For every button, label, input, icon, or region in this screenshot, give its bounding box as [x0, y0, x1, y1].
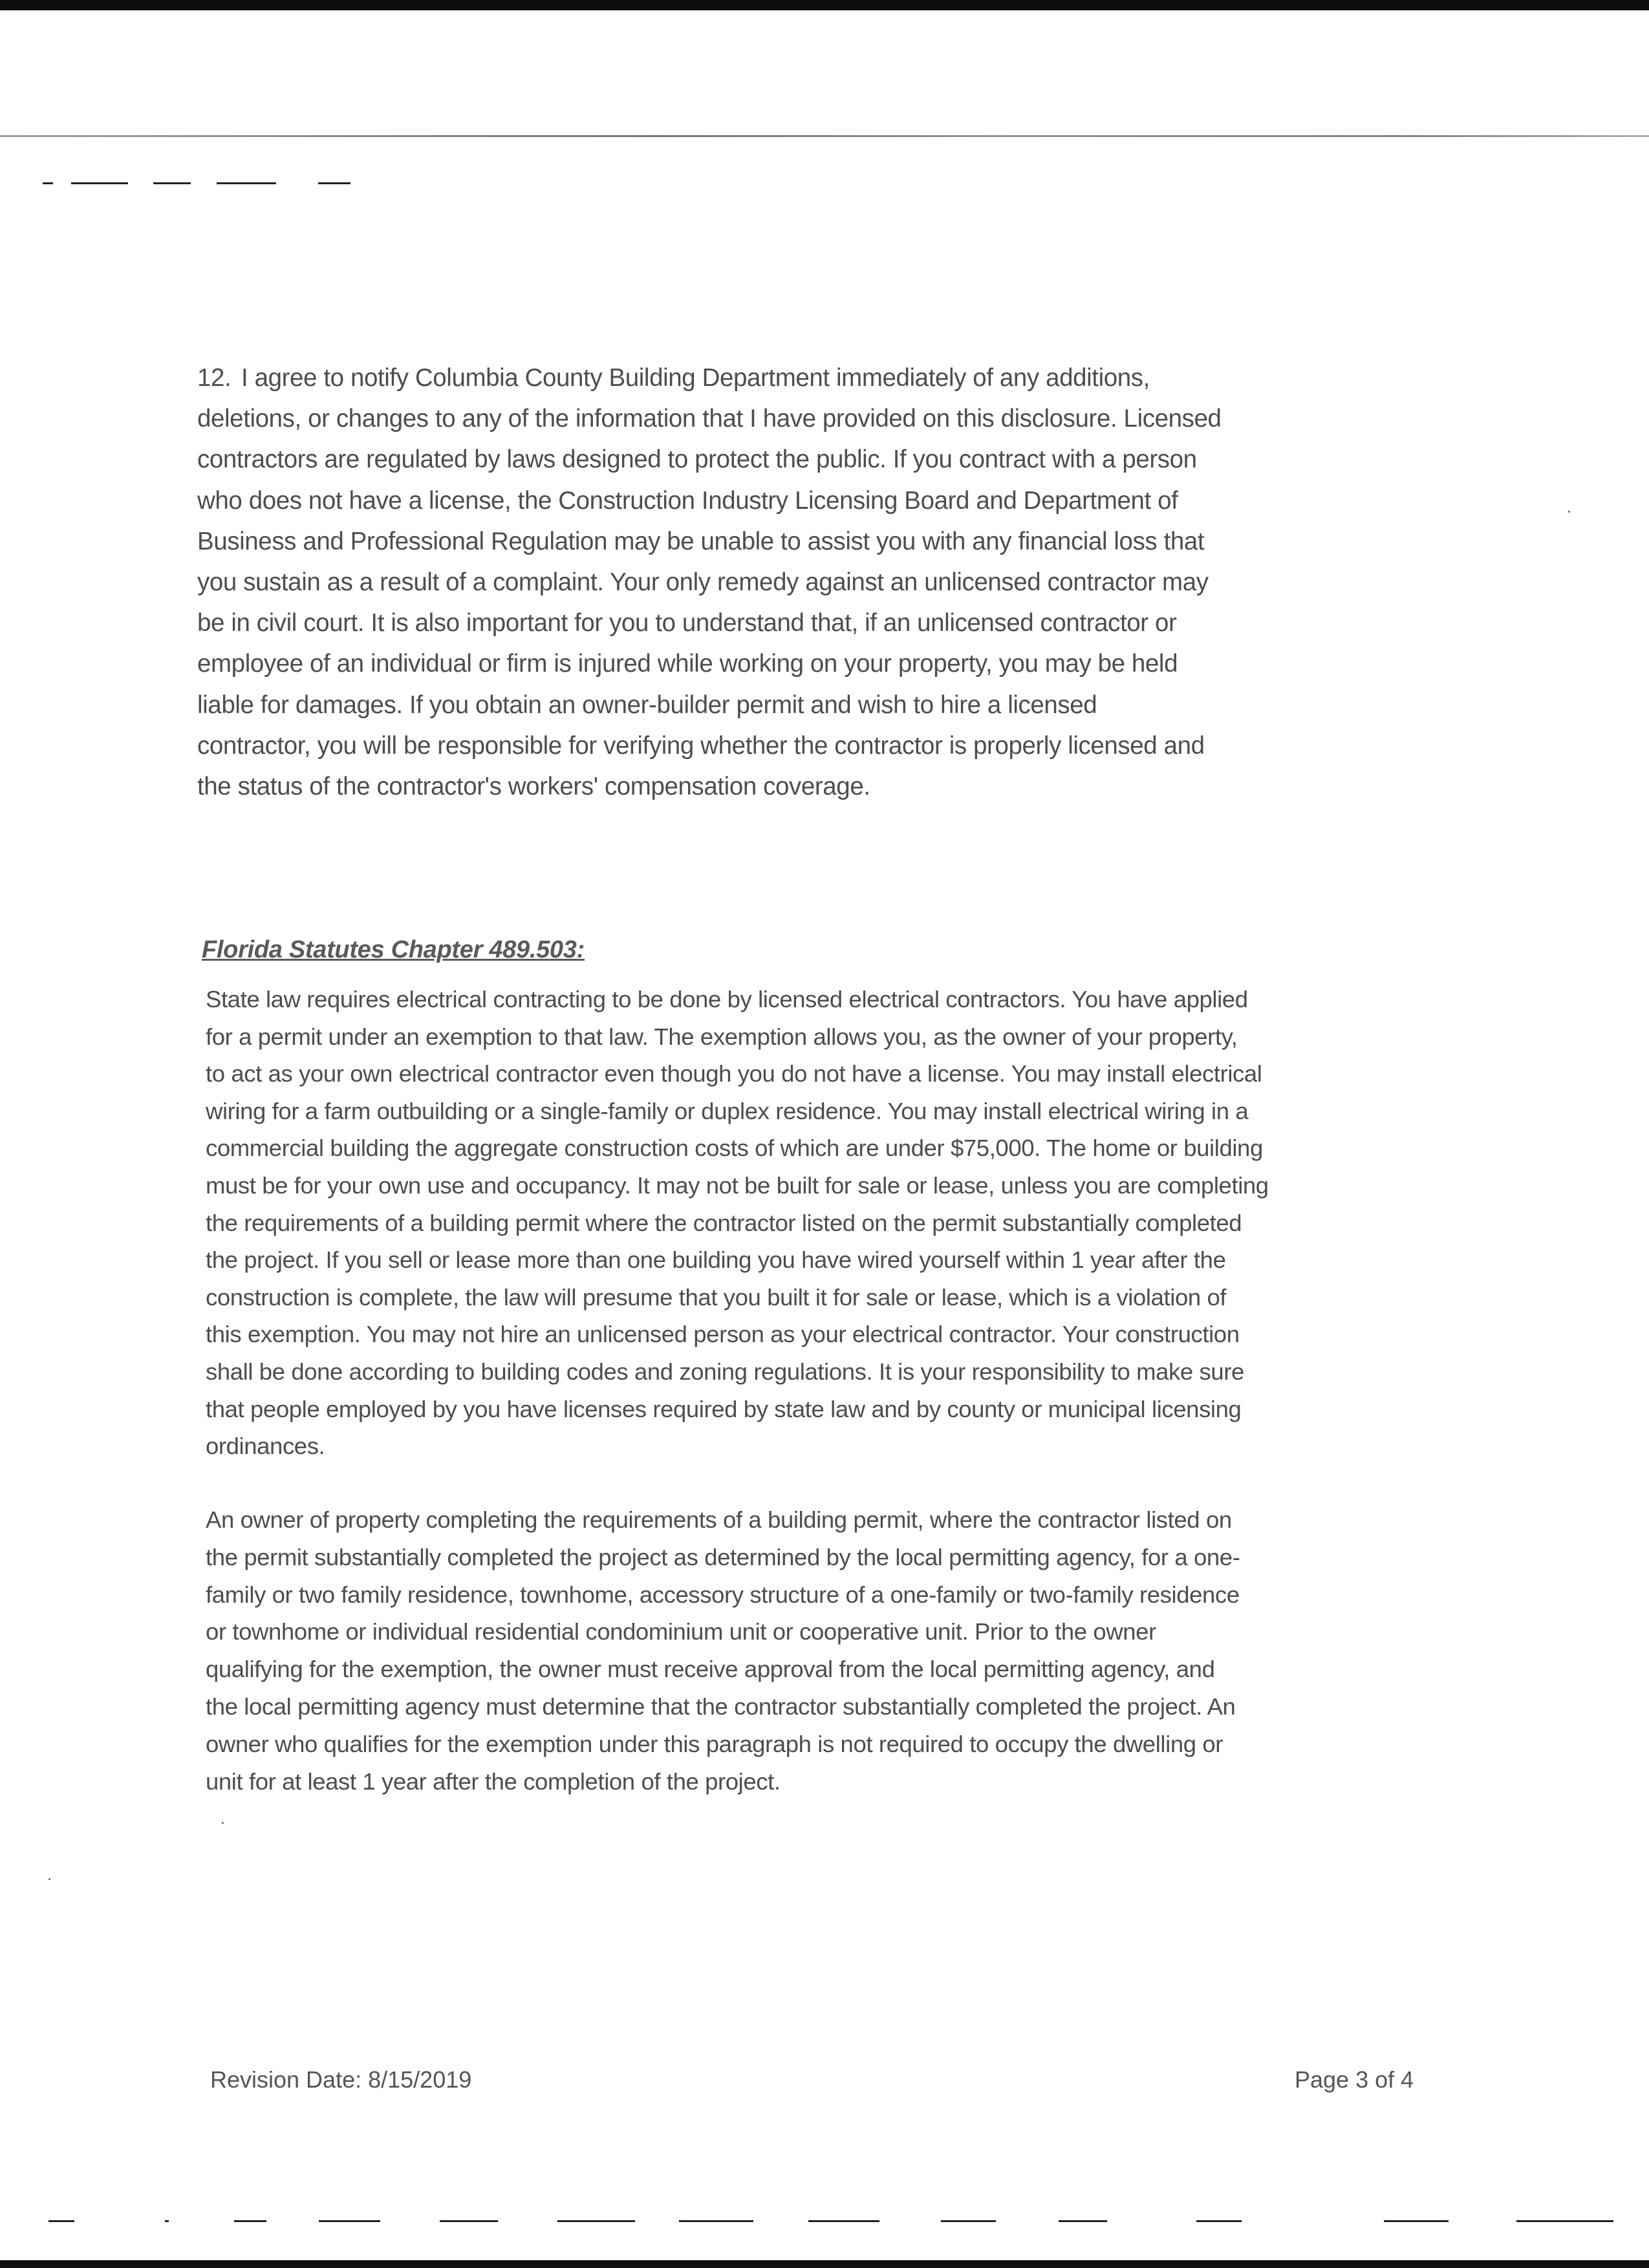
page-number: Page 3 of 4: [1295, 2066, 1414, 2093]
paragraph-line: the local permitting agency must determine that the contractor substantially completed the project. An: [206, 1693, 1236, 1720]
paragraph-line: or townhome or individual residential condominium unit or cooperative unit. Prior to the owner: [206, 1618, 1156, 1645]
scan-speck: [48, 1878, 50, 1880]
revision-date: Revision Date: 8/15/2019: [210, 2066, 472, 2093]
paragraph-line: you sustain as a result of a complaint. Your only remedy against an unlicensed contractor may: [197, 568, 1209, 597]
paragraph-line: to act as your own electrical contractor even though you do not have a license. You may install electrical: [206, 1060, 1262, 1087]
scan-dash-marks-top: [0, 182, 1649, 185]
scanner-edge-top: [0, 0, 1649, 10]
paragraph-line: liable for damages. If you obtain an owner-builder permit and wish to hire a licensed: [197, 690, 1097, 719]
paragraph-line: commercial building the aggregate construction costs of which are under $75,000. The home or building: [206, 1135, 1263, 1162]
paragraph-line: the permit substantially completed the project as determined by the local permitting agency, for a one-: [206, 1543, 1240, 1570]
paragraph-line: State law requires electrical contracting to be done by licensed electrical contractors. You have applied: [206, 986, 1248, 1012]
paragraph-line: deletions, or changes to any of the information that I have provided on this disclosure. Licensed: [197, 405, 1222, 433]
paragraph-line: ordinances.: [206, 1433, 325, 1460]
paragraph-line: for a permit under an exemption to that law. The exemption allows you, as the owner of your property,: [206, 1023, 1238, 1050]
statute-paragraph-electrical: [206, 981, 1269, 1465]
paragraph-line: wiring for a farm outbuilding or a single-family or duplex residence. You may install electrical wiring in a: [206, 1097, 1249, 1124]
paragraph-line: the status of the contractor's workers' compensation coverage.: [197, 773, 870, 801]
scan-dash-marks-bottom: [0, 2220, 1649, 2223]
paragraph-line: who does not have a license, the Construction Industry Licensing Board and Department of: [197, 486, 1178, 515]
paragraph-line: be in civil court. It is also important for you to understand that, if an unlicensed contractor or: [197, 609, 1177, 637]
paragraph-12: [197, 358, 1221, 807]
paragraph-line: the project. If you sell or lease more than one building you have wired yourself within 1 year after the: [206, 1246, 1226, 1274]
scan-speck: [1568, 511, 1570, 513]
paragraph-line: Business and Professional Regulation may be unable to assist you with any financial loss that: [197, 527, 1205, 555]
paragraph-line: contractor, you will be responsible for verifying whether the contractor is properly licensed and: [197, 731, 1205, 760]
paragraph-line: contractors are regulated by laws designed to protect the public. If you contract with a person: [197, 445, 1197, 474]
paragraph-line: An owner of property completing the requirements of a building permit, where the contractor listed on: [206, 1506, 1232, 1533]
item-number: 12.: [197, 364, 232, 392]
paragraph-line: must be for your own use and occupancy. It may not be built for sale or lease, unless you are completing: [206, 1171, 1269, 1199]
paragraph-line: employee of an individual or firm is injured while working on your property, you may be held: [197, 650, 1178, 678]
paragraph-line: 12. I agree to notify Columbia County Building Department immediately of any additions,: [197, 358, 1221, 398]
statute-paragraph-owner-exemption: [206, 1501, 1240, 1800]
statute-heading: Florida Statutes Chapter 489.503:: [202, 936, 585, 963]
paragraph-line: unit for at least 1 year after the completion of the project.: [206, 1768, 781, 1795]
scan-speck: [222, 1822, 224, 1824]
page-fold-line: [0, 135, 1649, 137]
scanner-edge-bottom: [0, 2260, 1649, 2268]
paragraph-line: this exemption. You may not hire an unlicensed person as your electrical contractor. Your construction: [206, 1321, 1240, 1348]
paragraph-line: the requirements of a building permit where the contractor listed on the permit substantially completed: [206, 1209, 1242, 1236]
paragraph-line: qualifying for the exemption, the owner must receive approval from the local permitting agency, and: [206, 1656, 1215, 1683]
paragraph-line: shall be done according to building codes and zoning regulations. It is your responsibility to make sure: [206, 1358, 1244, 1385]
paragraph-line: family or two family residence, townhome, accessory structure of a one-family or two-family residence: [206, 1581, 1240, 1608]
paragraph-line: that people employed by you have licenses required by state law and by county or municipal licensing: [206, 1395, 1242, 1422]
paragraph-line: construction is complete, the law will presume that you built it for sale or lease, which is a violation of: [206, 1283, 1227, 1311]
paragraph-line: owner who qualifies for the exemption under this paragraph is not required to occupy the dwelling or: [206, 1730, 1223, 1757]
